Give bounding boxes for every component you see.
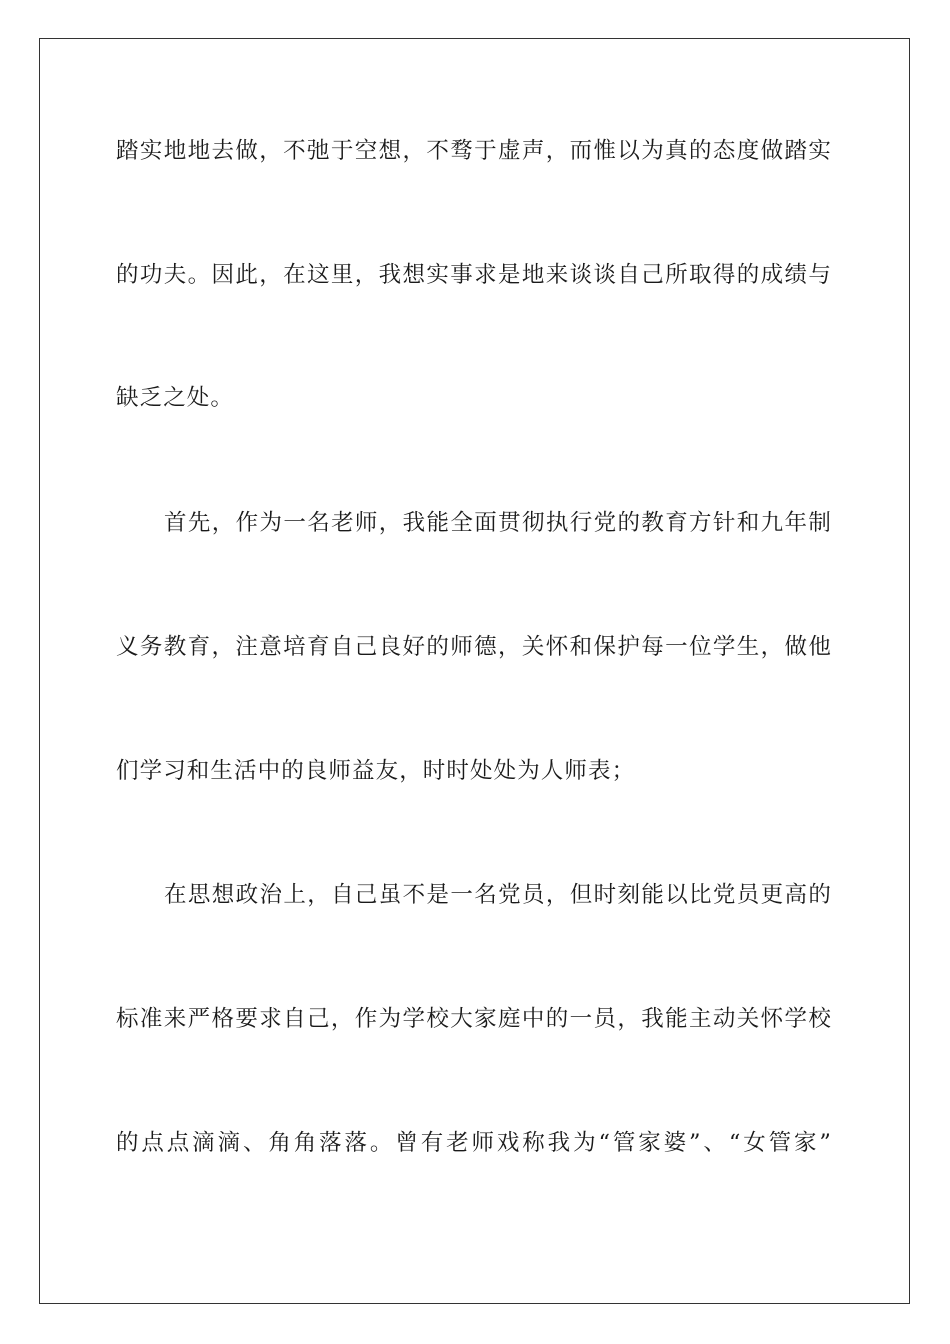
- paragraph-line-2: 的功夫。因此，在这里，我想实事求是地来谈谈自己所取得的成绩与: [116, 262, 832, 288]
- paragraph-line-6: 们学习和生活中的良师益友，时时处处为人师表；: [116, 758, 636, 784]
- page-border: [39, 38, 910, 1304]
- paragraph-line-8: 标准来严格要求自己，作为学校大家庭中的一员，我能主动关怀学校: [116, 1006, 832, 1032]
- paragraph-line-5: 义务教育，注意培育自己良好的师德，关怀和保护每一位学生，做他: [116, 634, 832, 660]
- paragraph-line-1: 踏实地地去做，不弛于空想，不骛于虚声，而惟以为真的态度做踏实: [116, 138, 832, 164]
- paragraph-line-4: 首先，作为一名老师，我能全面贯彻执行党的教育方针和九年制: [164, 510, 832, 536]
- paragraph-line-9: 的点点滴滴、角角落落。曾有老师戏称我为“管家婆”、“女管家”: [116, 1130, 832, 1156]
- paragraph-line-3: 缺乏之处。: [116, 385, 235, 411]
- paragraph-line-7: 在思想政治上，自己虽不是一名党员，但时刻能以比党员更高的: [164, 882, 832, 908]
